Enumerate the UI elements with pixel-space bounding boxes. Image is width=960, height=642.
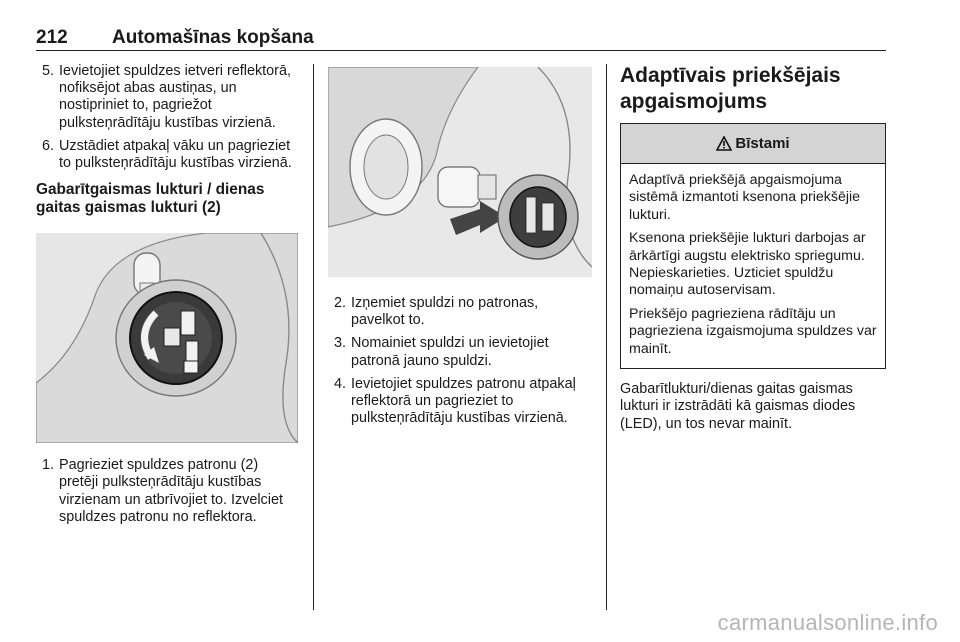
steps-top-list [36, 63, 298, 172]
step-number: 1. [42, 457, 55, 474]
step-number: 3. [334, 335, 347, 352]
step-text: Ievietojiet spuldzes patronu atpakaļ reflektorā un pagrieziet to pulksteņrādītāju kustības virzienā. [351, 375, 576, 427]
warning-box [620, 123, 886, 369]
step-text: Nomainiet spuldzi un ievietojiet patronā jauno spuldzi. [351, 335, 549, 369]
column-left [36, 63, 298, 532]
header-rule [36, 50, 886, 51]
column-right [620, 63, 886, 433]
column-divider-right [606, 64, 607, 610]
warning-body [621, 164, 885, 368]
step-item [328, 335, 592, 369]
led-info-paragraph: Gabarītlukturi/dienas gaitas gaismas lukturi ir izstrādāti kā gaismas diodes (LED), un tos nevar mainīt. [620, 381, 856, 432]
warning-label: Bīstami [735, 135, 790, 152]
step-text: Uzstādiet atpakaļ vāku un pagrieziet to pulksteņrādītāju kustības virzienā. [59, 137, 292, 172]
illustration-bulb-removal [328, 67, 592, 277]
column-middle [328, 63, 592, 433]
step-item [328, 376, 592, 428]
steps-middle-list [328, 295, 592, 427]
column-divider-left [313, 64, 314, 610]
step-number: 2. [334, 295, 347, 311]
step-text: Ievietojiet spuldzes ietveri reflektorā, nofiksējot abas austiņas, un nostipriniet to, pagriežot pulksteņrādītāju kustības virzienā. [59, 63, 291, 131]
chapter-title: Automašīnas kopšana [112, 27, 314, 48]
step-item [36, 457, 298, 526]
warning-triangle-icon [716, 136, 732, 151]
warning-paragraph: Ksenona priekšējie lukturi darbojas ar ārkārtīgi augstu elektrisko spriegumu. Nepieskarieties. Uzticiet spuldžu nomaiņu autoservisam. [629, 230, 866, 299]
warning-paragraph: Adaptīvā priekšējā apgaismojuma sistēmā izmantoti ksenona priekšējie lukturi. [629, 172, 861, 223]
step-number: 4. [334, 375, 347, 392]
steps-bottom-list [36, 457, 298, 526]
warning-paragraph: Priekšējo pagrieziena rādītāju un pagrieziena izgaismojuma spuldzes var mainīt. [629, 305, 877, 357]
step-text: Pagrieziet spuldzes patronu (2) pretēji pulksteņrādītāju kustības virzienam un atbrīvojiet to. Izvelciet spuldzes patronu no reflektora. [59, 457, 283, 525]
subheading-position-lights: Gabarītgaismas lukturi / dienas gaitas gaismas lukturi (2) [36, 181, 265, 217]
watermark: carmanualsonline.info [717, 610, 938, 635]
step-number: 6. [42, 137, 55, 154]
illustration-bulb-holder-rotate [36, 233, 298, 443]
bulb-holder-rotate-drawing [36, 233, 298, 443]
bulb-removal-drawing [328, 67, 592, 277]
step-item [328, 295, 592, 329]
step-text: Izņemiet spuldzi no patronas, pavelkot to. [351, 295, 539, 329]
step-number: 5. [42, 63, 55, 79]
section-title-adaptive-lighting: Adaptīvais priekšējais apgaismojums [620, 64, 841, 113]
warning-header [621, 124, 885, 164]
step-item [36, 63, 298, 132]
step-item [36, 138, 298, 172]
page-number: 212 [36, 27, 68, 48]
